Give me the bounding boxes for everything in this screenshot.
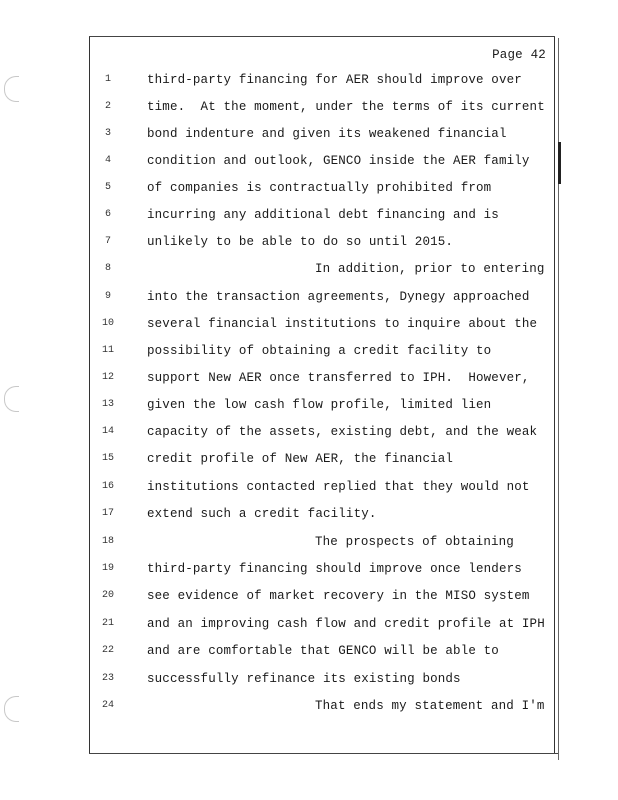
line-text: In addition, prior to entering — [315, 262, 545, 276]
page-number: Page 42 — [492, 48, 546, 62]
line-number: 16 — [101, 481, 114, 492]
line-text: see evidence of market recovery in the MISO system — [147, 589, 530, 603]
line-number: 19 — [101, 563, 114, 574]
line-number: 15 — [101, 453, 114, 464]
line-number: 11 — [101, 345, 114, 356]
line-number: 14 — [101, 426, 114, 437]
line-text: third-party financing should improve once lenders — [147, 562, 522, 576]
line-text: unlikely to be able to do so until 2015. — [147, 235, 454, 249]
binder-hole-mark — [4, 696, 19, 722]
line-number: 20 — [101, 590, 114, 601]
line-number: 2 — [104, 101, 111, 112]
line-text: bond indenture and given its weakened financial — [147, 127, 507, 141]
line-text: possibility of obtaining a credit facility to — [147, 344, 492, 358]
line-text: credit profile of New AER, the financial — [147, 452, 454, 466]
line-text: condition and outlook, GENCO inside the AER family — [147, 154, 530, 168]
line-number: 7 — [104, 236, 111, 247]
line-text: third-party financing for AER should improve over — [147, 73, 522, 87]
line-number: 5 — [104, 182, 111, 193]
line-number: 9 — [104, 291, 111, 302]
binder-hole-mark — [4, 76, 19, 102]
line-text: institutions contacted replied that they would not — [147, 480, 530, 494]
scan-edge-mark — [558, 142, 561, 184]
line-text: several financial institutions to inquire about the — [147, 317, 538, 331]
line-text: and are comfortable that GENCO will be able to — [147, 644, 499, 658]
line-number: 23 — [101, 673, 114, 684]
line-number: 18 — [101, 536, 114, 547]
page-bottom-rule — [89, 753, 559, 754]
line-text: That ends my statement and I'm — [315, 699, 545, 713]
line-number: 1 — [104, 74, 111, 85]
line-number: 3 — [104, 128, 111, 139]
line-text: capacity of the assets, existing debt, and the weak — [147, 425, 538, 439]
line-number: 10 — [101, 318, 114, 329]
line-text: The prospects of obtaining — [315, 535, 514, 549]
line-number: 6 — [104, 209, 111, 220]
line-number: 13 — [101, 399, 114, 410]
line-number: 22 — [101, 645, 114, 656]
line-text: and an improving cash flow and credit profile at IPH — [147, 617, 545, 631]
line-text: extend such a credit facility. — [147, 507, 377, 521]
line-number: 21 — [101, 618, 114, 629]
binder-hole-mark — [4, 386, 19, 412]
line-number: 8 — [104, 263, 111, 274]
line-number: 17 — [101, 508, 114, 519]
line-text: of companies is contractually prohibited from — [147, 181, 492, 195]
line-text: time. At the moment, under the terms of its current — [147, 100, 545, 114]
line-number: 12 — [101, 372, 114, 383]
line-text: successfully refinance its existing bonds — [147, 672, 461, 686]
line-text: incurring any additional debt financing and is — [147, 208, 499, 222]
line-text: support New AER once transferred to IPH. However, — [147, 371, 530, 385]
line-text: into the transaction agreements, Dynegy approached — [147, 290, 530, 304]
line-text: given the low cash flow profile, limited lien — [147, 398, 492, 412]
page-top-rule — [89, 36, 555, 37]
line-number: 24 — [101, 700, 114, 711]
line-number: 4 — [104, 155, 111, 166]
